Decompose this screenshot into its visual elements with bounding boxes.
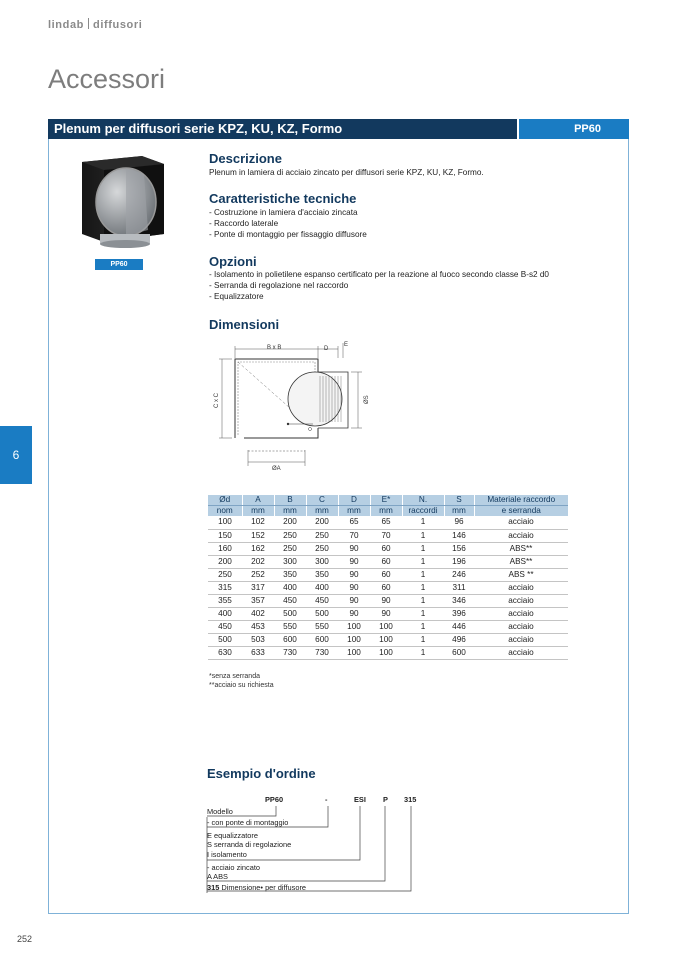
table-cell: 70: [370, 529, 402, 542]
table-subheader: mm: [444, 506, 474, 517]
table-subheader: mm: [370, 506, 402, 517]
order-code-diagram: [205, 793, 425, 895]
order-dim-label: Dimensione• per diffusore: [219, 883, 307, 892]
table-header: S: [444, 495, 474, 506]
product-badge: PP60: [95, 259, 143, 270]
table-cell: 633: [242, 646, 274, 659]
table-cell: 1: [402, 646, 444, 659]
order-modello: Modello: [207, 807, 233, 816]
dim-label-d: D: [324, 346, 329, 352]
table-cell: 600: [444, 646, 474, 659]
dimension-diagram: [208, 338, 388, 478]
table-cell: 400: [208, 607, 242, 620]
order-code-material: P: [383, 795, 388, 804]
product-code: PP60: [519, 119, 629, 139]
table-subheader: raccordi: [402, 506, 444, 517]
table-cell: ABS**: [474, 542, 568, 555]
product-image: [78, 154, 168, 250]
chapter-tab[interactable]: 6: [0, 426, 32, 484]
table-cell: acciaio: [474, 529, 568, 542]
table-row: [208, 542, 568, 555]
table-cell: 355: [208, 594, 242, 607]
order-title: Esempio d'ordine: [207, 766, 316, 781]
table-cell: 100: [338, 633, 370, 646]
order-code-options: ESI: [354, 795, 366, 804]
product-header-bar: [48, 119, 629, 139]
descrizione-title: Descrizione: [209, 151, 282, 166]
opzioni-item: - Serranda di regolazione nel raccordo: [209, 281, 349, 290]
table-cell: 100: [338, 620, 370, 633]
caratteristiche-title: Caratteristiche tecniche: [209, 191, 357, 206]
table-row: [208, 633, 568, 646]
table-cell: 90: [370, 594, 402, 607]
table-cell: 100: [338, 646, 370, 659]
table-cell: 246: [444, 568, 474, 581]
table-cell: 630: [208, 646, 242, 659]
table-cell: 100: [370, 646, 402, 659]
table-cell: 450: [208, 620, 242, 633]
dim-label-os: ØS: [364, 395, 370, 404]
caratteristiche-item: - Costruzione in lamiera d'acciaio zincata: [209, 208, 358, 217]
table-cell: 152: [242, 529, 274, 542]
order-material-1: - acciaio zincato: [207, 863, 260, 872]
caratteristiche-item: - Ponte di montaggio per fissaggio diffusore: [209, 230, 367, 239]
table-cell: 250: [208, 568, 242, 581]
table-cell: 90: [338, 594, 370, 607]
table-row: [208, 594, 568, 607]
table-cell: 90: [338, 555, 370, 568]
table-body: [208, 516, 568, 659]
table-note: *senza serranda: [209, 673, 260, 680]
table-cell: 500: [208, 633, 242, 646]
opzioni-item: - Isolamento in polietilene espanso certificato per la reazione al fuoco secondo classe B-s2 d0: [209, 270, 549, 279]
table-cell: 162: [242, 542, 274, 555]
table-cell: 396: [444, 607, 474, 620]
table-cell: 1: [402, 620, 444, 633]
table-cell: 200: [306, 516, 338, 529]
table-cell: 550: [274, 620, 306, 633]
table-cell: 202: [242, 555, 274, 568]
table-row: [208, 516, 568, 529]
brand-section: diffusori: [93, 19, 143, 31]
table-cell: 300: [274, 555, 306, 568]
table-header: Materiale raccordo: [474, 495, 568, 506]
table-cell: 1: [402, 529, 444, 542]
table-subheader: mm: [274, 506, 306, 517]
dimensioni-title: Dimensioni: [209, 317, 280, 332]
table-cell: 346: [444, 594, 474, 607]
table-cell: 100: [370, 633, 402, 646]
page-title: Accessori: [48, 64, 166, 94]
table-cell: 496: [444, 633, 474, 646]
dim-label-cxc: C x C: [214, 393, 220, 408]
table-header: Ød: [208, 495, 242, 506]
table-cell: 1: [402, 568, 444, 581]
table-cell: 65: [338, 516, 370, 529]
table-cell: 450: [274, 594, 306, 607]
opzioni-title: Opzioni: [209, 254, 257, 269]
table-cell: 453: [242, 620, 274, 633]
table-cell: 1: [402, 594, 444, 607]
table-cell: 60: [370, 555, 402, 568]
table-cell: 90: [338, 542, 370, 555]
order-code-model: PP60: [265, 795, 284, 804]
table-cell: 250: [274, 542, 306, 555]
order-option-e: E equalizzatore: [207, 831, 258, 840]
table-cell: 450: [306, 594, 338, 607]
table-cell: 60: [370, 568, 402, 581]
table-cell: 503: [242, 633, 274, 646]
table-cell: acciaio: [474, 646, 568, 659]
table-cell: 60: [370, 542, 402, 555]
table-cell: 250: [306, 529, 338, 542]
table-subheader: mm: [242, 506, 274, 517]
table-cell: 250: [274, 529, 306, 542]
dim-label-a: ØA: [272, 466, 281, 472]
table-cell: 1: [402, 581, 444, 594]
table-cell: 311: [444, 581, 474, 594]
table-cell: 100: [208, 516, 242, 529]
page-number: 252: [17, 934, 33, 944]
table-cell: 600: [274, 633, 306, 646]
table-cell: 90: [338, 568, 370, 581]
order-dim-value: 315: [207, 883, 220, 892]
table-cell: 1: [402, 542, 444, 555]
table-cell: 500: [306, 607, 338, 620]
table-cell: ABS **: [474, 568, 568, 581]
table-cell: 1: [402, 607, 444, 620]
svg-text:315 Dimensione• per diffusore: [207, 883, 306, 892]
table-cell: acciaio: [474, 594, 568, 607]
table-cell: 500: [274, 607, 306, 620]
table-row: [208, 555, 568, 568]
table-cell: 252: [242, 568, 274, 581]
table-subheader: e serranda: [474, 506, 568, 517]
table-cell: 90: [370, 607, 402, 620]
dim-label-e: E: [344, 342, 349, 348]
table-row: [208, 646, 568, 659]
table-row: [208, 581, 568, 594]
table-row: [208, 568, 568, 581]
table-cell: 200: [208, 555, 242, 568]
table-cell: 730: [274, 646, 306, 659]
table-cell: 70: [338, 529, 370, 542]
table-subheader: mm: [306, 506, 338, 517]
table-cell: 315: [208, 581, 242, 594]
table-cell: 1: [402, 555, 444, 568]
table-subheader: mm: [338, 506, 370, 517]
dim-label-bxb: B x B: [267, 345, 282, 351]
dimensions-table: [208, 495, 568, 660]
order-code-bridge: -: [325, 795, 328, 804]
descrizione-text: Plenum in lamiera di acciaio zincato per diffusori serie KPZ, KU, KZ, Formo.: [209, 168, 484, 177]
order-code-size: 315: [404, 795, 417, 804]
order-option-i: I isolamento: [207, 850, 247, 859]
table-cell: acciaio: [474, 607, 568, 620]
table-cell: 317: [242, 581, 274, 594]
table-row: [208, 620, 568, 633]
table-cell: 65: [370, 516, 402, 529]
table-header: C: [306, 495, 338, 506]
table-cell: ABS**: [474, 555, 568, 568]
table-cell: 146: [444, 529, 474, 542]
table-cell: 60: [370, 581, 402, 594]
table-cell: 350: [306, 568, 338, 581]
table-cell: 400: [306, 581, 338, 594]
table-cell: 350: [274, 568, 306, 581]
table-cell: 402: [242, 607, 274, 620]
table-cell: 730: [306, 646, 338, 659]
order-ponte: - con ponte di montaggio: [207, 818, 289, 827]
product-title: Plenum per diffusori serie KPZ, KU, KZ, Formo: [48, 119, 517, 139]
order-material-2: A ABS: [207, 872, 228, 881]
table-cell: 156: [444, 542, 474, 555]
table-cell: acciaio: [474, 516, 568, 529]
table-cell: 100: [370, 620, 402, 633]
table-cell: 96: [444, 516, 474, 529]
table-cell: 150: [208, 529, 242, 542]
opzioni-item: - Equalizzatore: [209, 292, 264, 301]
table-row: [208, 607, 568, 620]
table-cell: 400: [274, 581, 306, 594]
table-header: N.: [402, 495, 444, 506]
table-header: D: [338, 495, 370, 506]
table-cell: 600: [306, 633, 338, 646]
table-cell: 357: [242, 594, 274, 607]
table-header: B: [274, 495, 306, 506]
order-option-s: S serranda di regolazione: [207, 840, 292, 849]
table-cell: 1: [402, 516, 444, 529]
table-cell: 196: [444, 555, 474, 568]
table-header: A: [242, 495, 274, 506]
table-cell: 1: [402, 633, 444, 646]
table-subheader: nom: [208, 506, 242, 517]
table-cell: 102: [242, 516, 274, 529]
table-cell: 446: [444, 620, 474, 633]
brand-name: lindab: [48, 19, 84, 31]
table-cell: 300: [306, 555, 338, 568]
brand-header: [48, 18, 142, 31]
table-cell: acciaio: [474, 581, 568, 594]
table-row: [208, 529, 568, 542]
table-cell: 160: [208, 542, 242, 555]
table-cell: 90: [338, 581, 370, 594]
table-cell: 250: [306, 542, 338, 555]
table-cell: 90: [338, 607, 370, 620]
brand-divider: [88, 18, 89, 29]
caratteristiche-item: - Raccordo laterale: [209, 219, 279, 228]
table-cell: 550: [306, 620, 338, 633]
table-cell: acciaio: [474, 620, 568, 633]
table-note: **acciaio su richiesta: [209, 682, 274, 689]
table-header: E*: [370, 495, 402, 506]
table-cell: 200: [274, 516, 306, 529]
table-cell: acciaio: [474, 633, 568, 646]
